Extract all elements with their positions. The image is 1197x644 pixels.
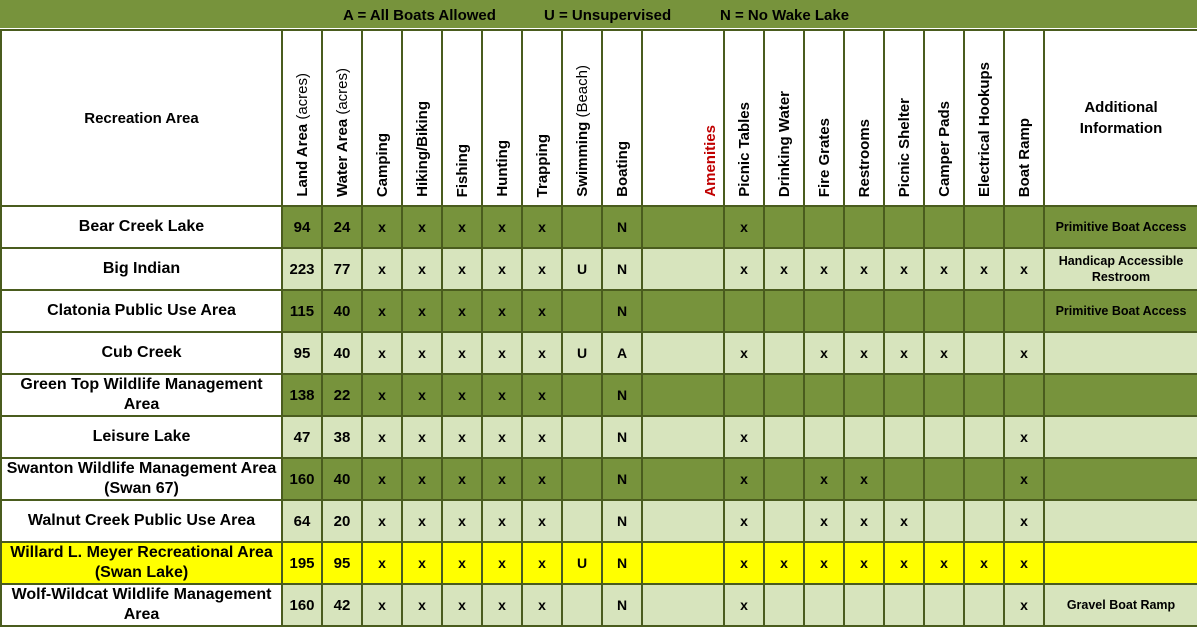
row-camping-cell: x — [362, 416, 402, 458]
row-shelter-cell — [884, 374, 924, 416]
row-fishing-cell: x — [442, 458, 482, 500]
row-land-cell: 160 — [282, 458, 322, 500]
header-camper-pads-label: Camper Pads — [935, 101, 953, 197]
row-land-cell: 95 — [282, 332, 322, 374]
row-amenities-cell — [642, 290, 724, 332]
row-info-cell: Gravel Boat Ramp — [1044, 584, 1197, 626]
row-ramp-cell — [1004, 290, 1044, 332]
row-shelter-cell — [884, 206, 924, 248]
header-water-area — [322, 30, 362, 206]
row-pads-cell: x — [924, 248, 964, 290]
header-recreation-area: Recreation Area — [1, 30, 282, 206]
row-amenities-cell — [642, 584, 724, 626]
row-picnic-cell: x — [724, 584, 764, 626]
row-area-name: Clatonia Public Use Area — [1, 290, 282, 332]
row-electric-cell — [964, 500, 1004, 542]
row-trapping-cell: x — [522, 374, 562, 416]
row-boating-cell: N — [602, 206, 642, 248]
row-land-cell: 64 — [282, 500, 322, 542]
header-water-area-unit: (acres) — [333, 68, 351, 115]
row-trapping-cell: x — [522, 542, 562, 584]
row-swimming-cell — [562, 458, 602, 500]
row-info-cell — [1044, 500, 1197, 542]
row-swimming-cell — [562, 374, 602, 416]
row-ramp-cell — [1004, 374, 1044, 416]
row-fishing-cell: x — [442, 332, 482, 374]
row-swimming-cell — [562, 500, 602, 542]
header-additional-info: Additional Information — [1044, 30, 1197, 206]
row-hunting-cell: x — [482, 458, 522, 500]
row-ramp-cell: x — [1004, 584, 1044, 626]
row-swimming-cell — [562, 584, 602, 626]
row-electric-cell: x — [964, 542, 1004, 584]
row-restrooms-cell — [844, 206, 884, 248]
table-row — [1, 374, 1197, 416]
row-pads-cell: x — [924, 542, 964, 584]
row-water-cell: 95 — [322, 542, 362, 584]
row-water-cell: 22 — [322, 374, 362, 416]
row-fishing-cell: x — [442, 500, 482, 542]
header-land-area-unit: (acres) — [293, 73, 311, 121]
row-drinking-cell — [764, 374, 804, 416]
row-fishing-cell: x — [442, 584, 482, 626]
row-hunting-cell: x — [482, 374, 522, 416]
row-fire-cell — [804, 416, 844, 458]
row-electric-cell — [964, 584, 1004, 626]
row-picnic-cell: x — [724, 500, 764, 542]
row-pads-cell — [924, 374, 964, 416]
row-area-name: Bear Creek Lake — [1, 206, 282, 248]
row-trapping-cell: x — [522, 458, 562, 500]
row-camping-cell: x — [362, 290, 402, 332]
header-camping — [362, 30, 402, 206]
row-camping-cell: x — [362, 374, 402, 416]
row-swimming-cell: U — [562, 248, 602, 290]
row-camping-cell: x — [362, 584, 402, 626]
row-area-name: Big Indian — [1, 248, 282, 290]
row-drinking-cell: x — [764, 248, 804, 290]
row-electric-cell — [964, 374, 1004, 416]
row-amenities-cell — [642, 542, 724, 584]
row-fire-cell: x — [804, 458, 844, 500]
row-hiking-cell: x — [402, 332, 442, 374]
row-ramp-cell: x — [1004, 416, 1044, 458]
row-pads-cell: x — [924, 332, 964, 374]
row-amenities-cell — [642, 374, 724, 416]
table-row — [1, 416, 1197, 458]
row-area-name: Cub Creek — [1, 332, 282, 374]
header-boating — [602, 30, 642, 206]
row-restrooms-cell — [844, 416, 884, 458]
row-pads-cell — [924, 458, 964, 500]
row-ramp-cell: x — [1004, 542, 1044, 584]
row-amenities-cell — [642, 458, 724, 500]
row-hiking-cell: x — [402, 458, 442, 500]
header-hunting — [482, 30, 522, 206]
table-row — [1, 542, 1197, 584]
row-fishing-cell: x — [442, 416, 482, 458]
header-boat-ramp-label: Boat Ramp — [1015, 117, 1033, 197]
row-amenities-cell — [642, 332, 724, 374]
row-land-cell: 195 — [282, 542, 322, 584]
row-info-cell: Handicap Accessible Restroom — [1044, 248, 1197, 290]
row-water-cell: 40 — [322, 290, 362, 332]
legend-all-boats: A = All Boats Allowed — [343, 7, 496, 24]
row-hunting-cell: x — [482, 248, 522, 290]
row-fire-cell: x — [804, 500, 844, 542]
header-restrooms — [844, 30, 884, 206]
header-hunting-label: Hunting — [493, 140, 511, 197]
row-trapping-cell: x — [522, 416, 562, 458]
row-drinking-cell — [764, 416, 804, 458]
table-body — [1, 206, 1197, 626]
row-drinking-cell — [764, 332, 804, 374]
row-picnic-cell: x — [724, 416, 764, 458]
row-land-cell: 160 — [282, 584, 322, 626]
row-hunting-cell: x — [482, 500, 522, 542]
row-boating-cell: N — [602, 374, 642, 416]
header-hiking — [402, 30, 442, 206]
header-picnic-shelter-label: Picnic Shelter — [895, 97, 913, 197]
row-electric-cell — [964, 458, 1004, 500]
header-land-area — [282, 30, 322, 206]
row-fire-cell — [804, 374, 844, 416]
row-swimming-cell — [562, 206, 602, 248]
header-drinking-water — [764, 30, 804, 206]
row-fire-cell: x — [804, 332, 844, 374]
header-boat-ramp — [1004, 30, 1044, 206]
row-area-name: Willard L. Meyer Recreational Area (Swan Lake) — [1, 542, 282, 584]
row-boating-cell: N — [602, 458, 642, 500]
row-trapping-cell: x — [522, 584, 562, 626]
header-water-area-label: Water Area — [333, 118, 351, 197]
header-electrical-hookups-label: Electrical Hookups — [975, 61, 993, 197]
header-boating-label: Boating — [613, 141, 631, 197]
header-fishing — [442, 30, 482, 206]
row-trapping-cell: x — [522, 206, 562, 248]
row-hunting-cell: x — [482, 416, 522, 458]
row-restrooms-cell — [844, 290, 884, 332]
row-water-cell: 38 — [322, 416, 362, 458]
header-amenities-label: Amenities — [702, 125, 719, 197]
row-picnic-cell: x — [724, 248, 764, 290]
row-shelter-cell — [884, 290, 924, 332]
row-ramp-cell — [1004, 206, 1044, 248]
row-boating-cell: A — [602, 332, 642, 374]
header-camper-pads — [924, 30, 964, 206]
row-hunting-cell: x — [482, 332, 522, 374]
row-picnic-cell: x — [724, 206, 764, 248]
row-land-cell: 223 — [282, 248, 322, 290]
row-drinking-cell — [764, 290, 804, 332]
row-picnic-cell — [724, 374, 764, 416]
row-electric-cell — [964, 290, 1004, 332]
header-hiking-label: Hiking/Biking — [413, 101, 431, 197]
row-hunting-cell: x — [482, 584, 522, 626]
row-shelter-cell — [884, 458, 924, 500]
row-restrooms-cell: x — [844, 332, 884, 374]
row-restrooms-cell: x — [844, 248, 884, 290]
row-ramp-cell: x — [1004, 500, 1044, 542]
header-swimming-label: Swimming — [573, 121, 591, 197]
row-area-name: Green Top Wildlife Management Area — [1, 374, 282, 416]
row-shelter-cell: x — [884, 248, 924, 290]
row-hiking-cell: x — [402, 500, 442, 542]
row-water-cell: 77 — [322, 248, 362, 290]
boating-legend — [0, 0, 1197, 30]
row-drinking-cell: x — [764, 542, 804, 584]
row-ramp-cell: x — [1004, 332, 1044, 374]
row-swimming-cell: U — [562, 332, 602, 374]
row-water-cell: 42 — [322, 584, 362, 626]
row-hunting-cell: x — [482, 290, 522, 332]
table-row — [1, 206, 1197, 248]
row-water-cell: 24 — [322, 206, 362, 248]
row-boating-cell: N — [602, 500, 642, 542]
row-shelter-cell: x — [884, 332, 924, 374]
table-row — [1, 332, 1197, 374]
row-amenities-cell — [642, 500, 724, 542]
row-pads-cell — [924, 290, 964, 332]
row-fire-cell — [804, 584, 844, 626]
row-fire-cell — [804, 290, 844, 332]
row-swimming-cell — [562, 290, 602, 332]
row-picnic-cell: x — [724, 332, 764, 374]
row-fishing-cell: x — [442, 542, 482, 584]
row-electric-cell — [964, 206, 1004, 248]
row-drinking-cell — [764, 500, 804, 542]
row-land-cell: 47 — [282, 416, 322, 458]
row-info-cell — [1044, 458, 1197, 500]
table-row — [1, 458, 1197, 500]
table-row — [1, 290, 1197, 332]
header-fire-grates-label: Fire Grates — [815, 117, 833, 197]
row-info-cell — [1044, 542, 1197, 584]
table-row — [1, 248, 1197, 290]
row-shelter-cell: x — [884, 542, 924, 584]
row-camping-cell: x — [362, 500, 402, 542]
header-swimming — [562, 30, 602, 206]
legend-no-wake: N = No Wake Lake — [720, 7, 850, 24]
row-restrooms-cell — [844, 374, 884, 416]
row-swimming-cell: U — [562, 542, 602, 584]
row-fire-cell: x — [804, 248, 844, 290]
row-camping-cell: x — [362, 332, 402, 374]
row-pads-cell — [924, 584, 964, 626]
table-row — [1, 500, 1197, 542]
recreation-areas-table — [0, 29, 1197, 627]
row-shelter-cell — [884, 584, 924, 626]
header-fire-grates — [804, 30, 844, 206]
legend-unsupervised: U = Unsupervised — [544, 7, 672, 24]
header-picnic-tables — [724, 30, 764, 206]
row-electric-cell: x — [964, 248, 1004, 290]
header-picnic-tables-label: Picnic Tables — [735, 102, 753, 197]
row-boating-cell: N — [602, 584, 642, 626]
row-ramp-cell: x — [1004, 248, 1044, 290]
row-swimming-cell — [562, 416, 602, 458]
header-picnic-shelter — [884, 30, 924, 206]
row-hiking-cell: x — [402, 374, 442, 416]
row-boating-cell: N — [602, 416, 642, 458]
row-info-cell — [1044, 374, 1197, 416]
row-fishing-cell: x — [442, 290, 482, 332]
row-trapping-cell: x — [522, 290, 562, 332]
row-area-name: Wolf-Wildcat Wildlife Management Area — [1, 584, 282, 626]
row-camping-cell: x — [362, 206, 402, 248]
row-hiking-cell: x — [402, 206, 442, 248]
row-area-name: Swanton Wildlife Management Area (Swan 67) — [1, 458, 282, 500]
header-trapping — [522, 30, 562, 206]
row-electric-cell — [964, 332, 1004, 374]
header-drinking-water-label: Drinking Water — [775, 90, 793, 197]
row-trapping-cell: x — [522, 500, 562, 542]
row-hiking-cell: x — [402, 584, 442, 626]
row-camping-cell: x — [362, 458, 402, 500]
header-amenities — [642, 30, 724, 206]
row-shelter-cell — [884, 416, 924, 458]
header-row — [1, 30, 1197, 206]
row-amenities-cell — [642, 206, 724, 248]
row-fishing-cell: x — [442, 206, 482, 248]
row-boating-cell: N — [602, 248, 642, 290]
row-pads-cell — [924, 500, 964, 542]
header-swimming-unit: (Beach) — [573, 65, 591, 118]
row-drinking-cell — [764, 206, 804, 248]
row-picnic-cell — [724, 290, 764, 332]
row-hiking-cell: x — [402, 248, 442, 290]
row-area-name: Leisure Lake — [1, 416, 282, 458]
row-trapping-cell: x — [522, 248, 562, 290]
header-restrooms-label: Restrooms — [855, 118, 873, 197]
row-hiking-cell: x — [402, 290, 442, 332]
row-water-cell: 40 — [322, 332, 362, 374]
row-amenities-cell — [642, 416, 724, 458]
row-info-cell — [1044, 332, 1197, 374]
row-amenities-cell — [642, 248, 724, 290]
header-land-area-label: Land Area — [293, 124, 311, 197]
row-restrooms-cell: x — [844, 542, 884, 584]
row-ramp-cell: x — [1004, 458, 1044, 500]
row-land-cell: 94 — [282, 206, 322, 248]
row-hunting-cell: x — [482, 542, 522, 584]
row-fire-cell: x — [804, 542, 844, 584]
row-drinking-cell — [764, 584, 804, 626]
row-camping-cell: x — [362, 248, 402, 290]
header-electrical-hookups — [964, 30, 1004, 206]
row-fire-cell — [804, 206, 844, 248]
row-pads-cell — [924, 416, 964, 458]
row-picnic-cell: x — [724, 458, 764, 500]
row-restrooms-cell — [844, 584, 884, 626]
row-boating-cell: N — [602, 290, 642, 332]
row-area-name: Walnut Creek Public Use Area — [1, 500, 282, 542]
header-camping-label: Camping — [373, 132, 391, 197]
row-hiking-cell: x — [402, 416, 442, 458]
row-hunting-cell: x — [482, 206, 522, 248]
row-land-cell: 138 — [282, 374, 322, 416]
row-hiking-cell: x — [402, 542, 442, 584]
row-trapping-cell: x — [522, 332, 562, 374]
row-shelter-cell: x — [884, 500, 924, 542]
row-land-cell: 115 — [282, 290, 322, 332]
table-row — [1, 584, 1197, 626]
row-camping-cell: x — [362, 542, 402, 584]
row-water-cell: 40 — [322, 458, 362, 500]
row-water-cell: 20 — [322, 500, 362, 542]
row-info-cell — [1044, 416, 1197, 458]
row-restrooms-cell: x — [844, 500, 884, 542]
row-restrooms-cell: x — [844, 458, 884, 500]
row-info-cell: Primitive Boat Access — [1044, 290, 1197, 332]
row-pads-cell — [924, 206, 964, 248]
row-picnic-cell: x — [724, 542, 764, 584]
row-fishing-cell: x — [442, 374, 482, 416]
row-boating-cell: N — [602, 542, 642, 584]
header-trapping-label: Trapping — [533, 133, 551, 197]
row-drinking-cell — [764, 458, 804, 500]
header-fishing-label: Fishing — [453, 143, 471, 197]
row-fishing-cell: x — [442, 248, 482, 290]
row-electric-cell — [964, 416, 1004, 458]
row-info-cell: Primitive Boat Access — [1044, 206, 1197, 248]
